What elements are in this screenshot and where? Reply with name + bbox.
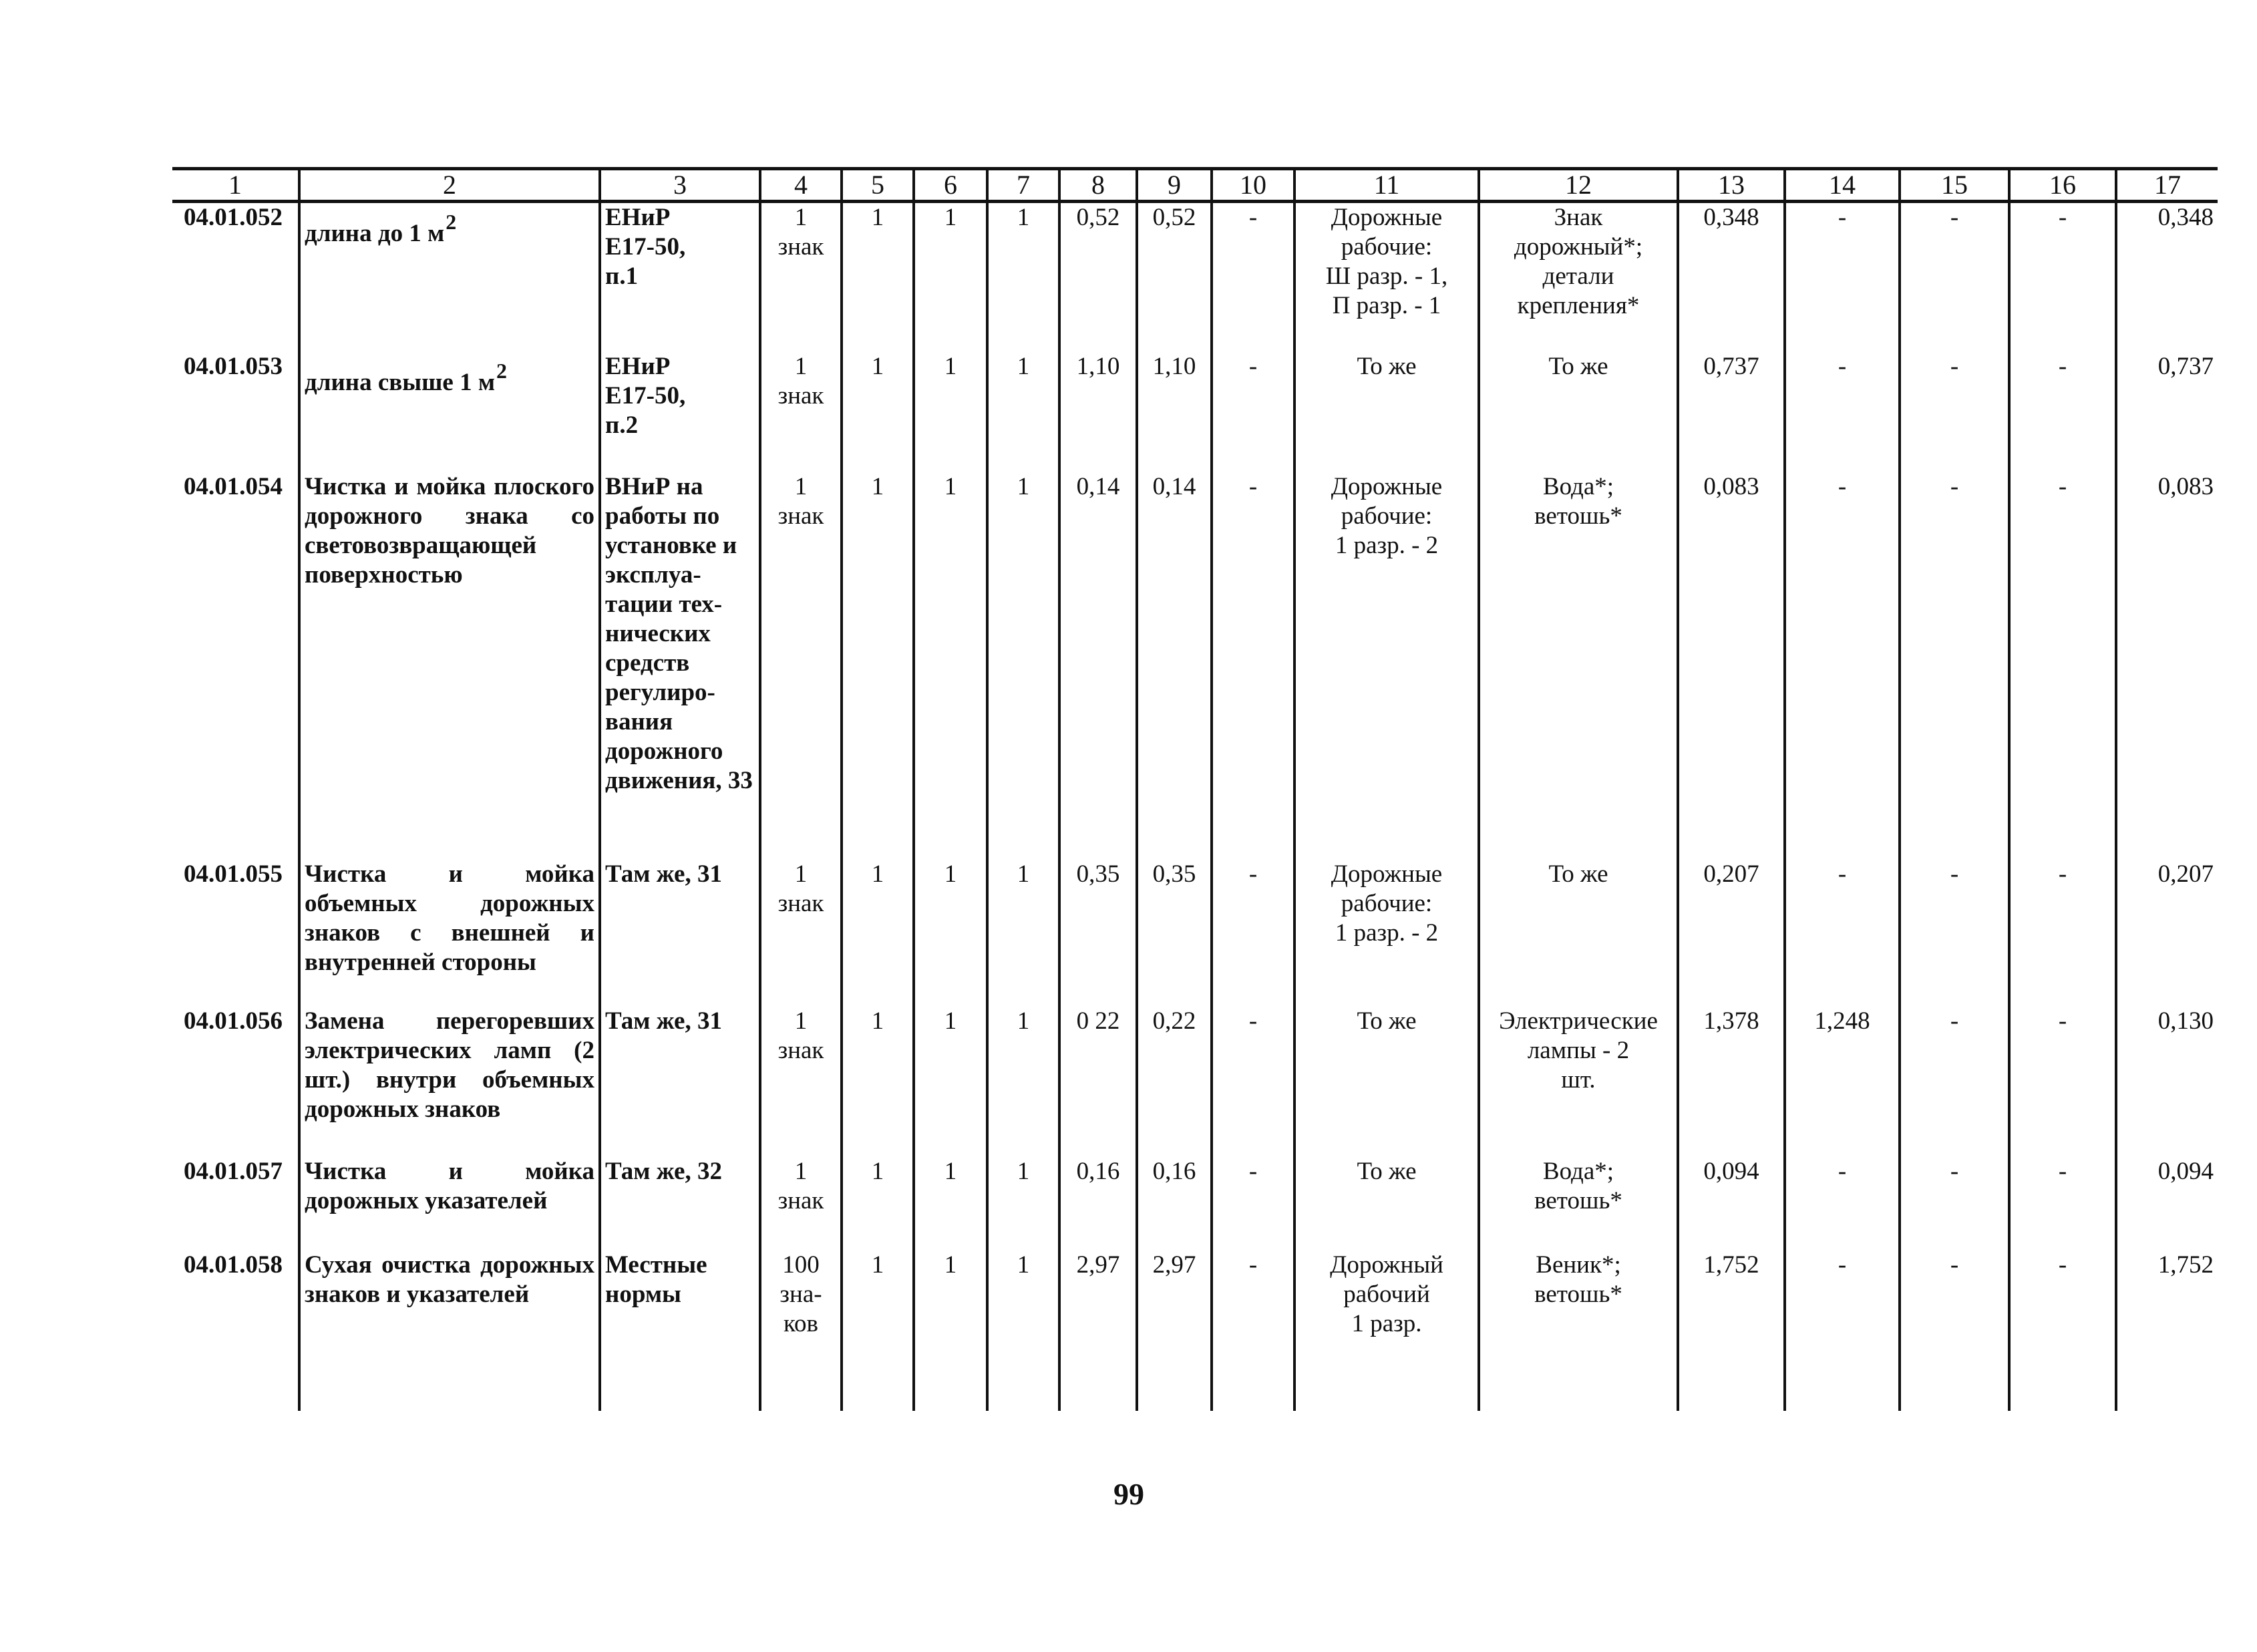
col5-value: 1: [842, 1157, 914, 1251]
col6-value: 1: [914, 860, 987, 1007]
col14-value: 1,248: [1785, 1007, 1900, 1157]
header-row: [172, 169, 2218, 202]
col13-value: 0,737: [1678, 352, 1785, 472]
col9-value: 1,10: [1137, 352, 1212, 472]
row-code: 04.01.052: [184, 204, 283, 231]
row-unit: 1 знак: [760, 1007, 842, 1157]
col6-value: 1: [914, 1251, 987, 1411]
column-header: 8: [1059, 169, 1137, 202]
row-materials: Вода*; ветошь*: [1479, 1157, 1678, 1251]
col16-value: -: [2009, 1157, 2116, 1251]
column-header: 5: [842, 169, 914, 202]
table-row: [172, 352, 2218, 472]
row-materials: Веник*; ветошь*: [1479, 1251, 1678, 1411]
col10-value: -: [1212, 1157, 1294, 1251]
row-workers: То же: [1294, 1157, 1479, 1251]
col9-value: 0,14: [1137, 472, 1212, 860]
row-code: 04.01.054: [184, 472, 283, 500]
row-name: [299, 1157, 600, 1251]
col15-value: -: [1900, 1251, 2009, 1411]
column-header: 6: [914, 169, 987, 202]
col7-value: 1: [987, 860, 1059, 1007]
col7-value: 1: [987, 472, 1059, 860]
col14-value: -: [1785, 472, 1900, 860]
col10-value: -: [1212, 202, 1294, 352]
col6-value: 1: [914, 1007, 987, 1157]
col7-value: 1: [987, 1157, 1059, 1251]
col8-value: 0,35: [1059, 860, 1137, 1007]
row-unit: 1 знак: [760, 472, 842, 860]
row-name: [299, 860, 600, 1007]
col8-value: 0,16: [1059, 1157, 1137, 1251]
col8-value: 1,10: [1059, 352, 1137, 472]
col10-value: -: [1212, 860, 1294, 1007]
row-basis: ВНиР на работы по установке и эксплуа- тации тех- нических средств регулиро- вания дорожного движения, 33: [600, 472, 760, 860]
col15-value: -: [1900, 860, 2009, 1007]
row-name-text: длина свыше 1 м: [305, 368, 496, 396]
column-header: 4: [760, 169, 842, 202]
table-row: [172, 1007, 2218, 1157]
row-name-text: Сухая очистка дорожных знаков и указателей: [305, 1251, 594, 1308]
col16-value: -: [2009, 472, 2116, 860]
column-header: 17: [2116, 169, 2218, 202]
row-materials: То же: [1479, 860, 1678, 1007]
col16-value: -: [2009, 860, 2116, 1007]
col10-value: -: [1212, 352, 1294, 472]
col17-value: 0,207: [2116, 860, 2218, 1007]
col5-value: 1: [842, 472, 914, 860]
table-row: [172, 1157, 2218, 1251]
col6-value: 1: [914, 202, 987, 352]
col17-value: 0,737: [2116, 352, 2218, 472]
col13-value: 0,083: [1678, 472, 1785, 860]
col7-value: 1: [987, 1251, 1059, 1411]
col17-value: 0,130: [2116, 1007, 2218, 1157]
column-header: 12: [1479, 169, 1678, 202]
col15-value: -: [1900, 1157, 2009, 1251]
column-header: 11: [1294, 169, 1479, 202]
col7-value: 1: [987, 1007, 1059, 1157]
row-basis: Там же, 31: [600, 860, 760, 1007]
col13-value: 1,378: [1678, 1007, 1785, 1157]
col5-value: 1: [842, 860, 914, 1007]
column-header: 2: [299, 169, 600, 202]
row-name: [299, 1251, 600, 1411]
col17-value: 0,094: [2116, 1157, 2218, 1251]
row-name: [299, 202, 600, 352]
row-name-text: Чистка и мойка плоского дорожного знака со световозвращающей поверхностью: [305, 472, 594, 589]
column-header: 14: [1785, 169, 1900, 202]
row-name-text: Чистка и мойка объемных дорожных знаков с внешней и внутренней стороны: [305, 860, 594, 976]
row-name-text: Замена перегоревших электрических ламп (2 шт.) внутри объемных дорожных знаков: [305, 1007, 594, 1123]
col6-value: 1: [914, 472, 987, 860]
column-header: 15: [1900, 169, 2009, 202]
col7-value: 1: [987, 202, 1059, 352]
row-unit: 100 зна- ков: [760, 1251, 842, 1411]
row-materials: То же: [1479, 352, 1678, 472]
row-workers: Дорожный рабочий 1 разр.: [1294, 1251, 1479, 1411]
col14-value: -: [1785, 1251, 1900, 1411]
col14-value: -: [1785, 202, 1900, 352]
col10-value: -: [1212, 1007, 1294, 1157]
column-header: 7: [987, 169, 1059, 202]
page-number: 99: [1113, 1477, 1144, 1511]
col14-value: -: [1785, 860, 1900, 1007]
row-workers: То же: [1294, 352, 1479, 472]
unit-superscript: 2: [446, 210, 457, 234]
col16-value: -: [2009, 352, 2116, 472]
row-unit: 1 знак: [760, 352, 842, 472]
col15-value: -: [1900, 202, 2009, 352]
col8-value: 2,97: [1059, 1251, 1137, 1411]
row-workers: Дорожные рабочие: Ш разр. - 1, П разр. - 1: [1294, 202, 1479, 352]
row-code: 04.01.056: [184, 1007, 283, 1035]
table-row: [172, 202, 2218, 352]
table-row: [172, 472, 2218, 860]
col16-value: -: [2009, 1251, 2116, 1411]
col15-value: -: [1900, 1007, 2009, 1157]
row-code: 04.01.053: [184, 352, 283, 380]
row-basis: ЕНиР Е17-50, п.2: [600, 352, 760, 472]
col5-value: 1: [842, 1251, 914, 1411]
row-code: 04.01.055: [184, 860, 283, 888]
col13-value: 0,094: [1678, 1157, 1785, 1251]
col10-value: -: [1212, 1251, 1294, 1411]
col16-value: -: [2009, 202, 2116, 352]
column-header: 9: [1137, 169, 1212, 202]
row-unit: 1 знак: [760, 1157, 842, 1251]
col8-value: 0,52: [1059, 202, 1137, 352]
row-unit: 1 знак: [760, 860, 842, 1007]
col6-value: 1: [914, 352, 987, 472]
col9-value: 0,35: [1137, 860, 1212, 1007]
row-workers: Дорожные рабочие: 1 разр. - 2: [1294, 860, 1479, 1007]
row-name-text: длина до 1 м: [305, 220, 445, 247]
column-header: 13: [1678, 169, 1785, 202]
col9-value: 0,52: [1137, 202, 1212, 352]
col9-value: 0,22: [1137, 1007, 1212, 1157]
column-header: 1: [172, 169, 299, 202]
col9-value: 0,16: [1137, 1157, 1212, 1251]
col14-value: -: [1785, 352, 1900, 472]
col5-value: 1: [842, 202, 914, 352]
col15-value: -: [1900, 472, 2009, 860]
row-code: 04.01.058: [184, 1251, 283, 1279]
col5-value: 1: [842, 1007, 914, 1157]
col7-value: 1: [987, 352, 1059, 472]
col13-value: 0,207: [1678, 860, 1785, 1007]
row-materials: Электрические лампы - 2 шт.: [1479, 1007, 1678, 1157]
row-materials: Вода*; ветошь*: [1479, 472, 1678, 860]
row-workers: Дорожные рабочие: 1 разр. - 2: [1294, 472, 1479, 860]
col5-value: 1: [842, 352, 914, 472]
column-header: 10: [1212, 169, 1294, 202]
col8-value: 0 22: [1059, 1007, 1137, 1157]
col8-value: 0,14: [1059, 472, 1137, 860]
column-header: 3: [600, 169, 760, 202]
row-basis: Местные нормы: [600, 1251, 760, 1411]
norms-table: [172, 167, 2218, 1411]
column-header: 16: [2009, 169, 2116, 202]
col16-value: -: [2009, 1007, 2116, 1157]
row-name: [299, 472, 600, 860]
col9-value: 2,97: [1137, 1251, 1212, 1411]
col17-value: 0,083: [2116, 472, 2218, 860]
col13-value: 1,752: [1678, 1251, 1785, 1411]
row-name: [299, 1007, 600, 1157]
row-basis: Там же, 32: [600, 1157, 760, 1251]
table-row: [172, 860, 2218, 1007]
col10-value: -: [1212, 472, 1294, 860]
row-unit: 1 знак: [760, 202, 842, 352]
col13-value: 0,348: [1678, 202, 1785, 352]
row-materials: Знак дорожный*; детали крепления*: [1479, 202, 1678, 352]
col17-value: 1,752: [2116, 1251, 2218, 1411]
table-row: [172, 1251, 2218, 1411]
row-name-text: Чистка и мойка дорожных указателей: [305, 1157, 594, 1214]
row-basis: Там же, 31: [600, 1007, 760, 1157]
col15-value: -: [1900, 352, 2009, 472]
row-code: 04.01.057: [184, 1157, 283, 1185]
col6-value: 1: [914, 1157, 987, 1251]
table-body: [172, 202, 2218, 1411]
col14-value: -: [1785, 1157, 1900, 1251]
row-basis: ЕНиР Е17-50, п.1: [600, 202, 760, 352]
row-name: [299, 352, 600, 472]
unit-superscript: 2: [496, 358, 508, 383]
col17-value: 0,348: [2116, 202, 2218, 352]
row-workers: То же: [1294, 1007, 1479, 1157]
